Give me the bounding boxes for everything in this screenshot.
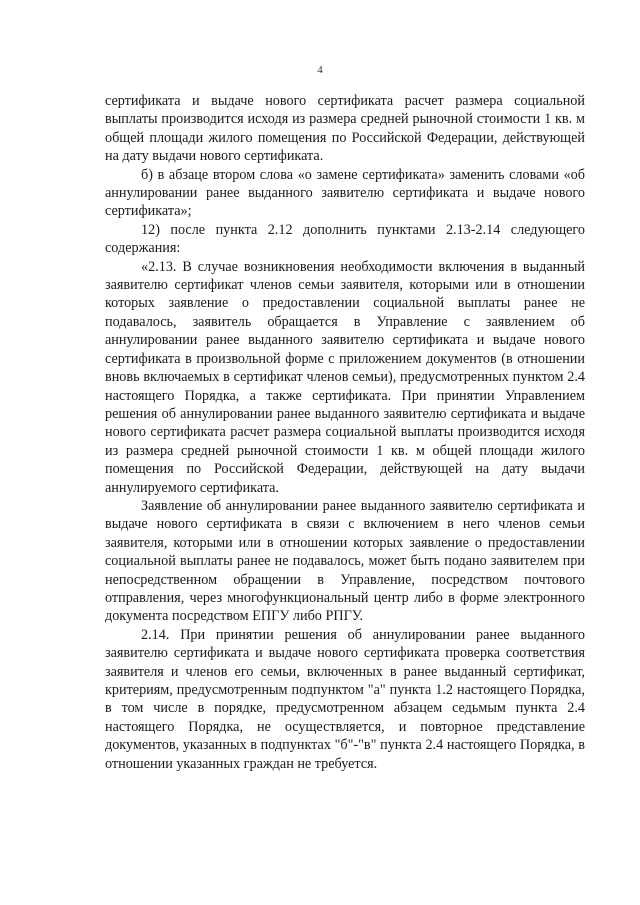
- paragraph-5: Заявление об аннулировании ранее выданного заявителю сертификата и выдаче нового сертификата в связи с включением в него членов семьи заявителя, которыми или в отношении которых заявление о предоставлении социальной выплаты ранее не подавалось, может быть подано заявителем при непосредственном обращении в Управление, посредством почтового отправления, через многофункциональный центр либо в форме электронного документа посредством ЕПГУ либо РПГУ.: [105, 497, 585, 625]
- paragraph-6: 2.14. При принятии решения об аннулировании ранее выданного заявителю сертификата и выдаче нового сертификата проверка соответствия заявителя и членов его семьи, включенных в ранее выданный сертификат, критериям, предусмотренным подпунктом "а" пункта 1.2 настоящего Порядка, в том числе в порядке, предусмотренном абзацем седьмым пункта 2.4 настоящего Порядка, не осуществляется, и повторное представление документов, указанных в подпунктах "б"-"в" пункта 2.4 настоящего Порядка, в отношении указанных граждан не требуется.: [105, 626, 585, 772]
- paragraph-4: «2.13. В случае возникновения необходимости включения в выданный заявителю сертификат членов семьи заявителя, которыми или в отношении которых заявление о предоставлении социальной выплаты ранее не подавалось, заявитель обращается в Управление с заявлением об аннулировании ранее выданного заявителю сертификата и выдаче нового сертификата в произвольной форме с приложением документов (в отношении вновь включаемых в сертификат членов семьи), предусмотренных пунктом 2.4 настоящего Порядка, а также сертификата. При принятии Управлением решения об аннулировании ранее выданного заявителю сертификата и выдаче нового сертификата расчет размера социальной выплаты производится исходя из размера средней рыночной стоимости 1 кв. м общей площади жилого помещения по Российской Федерации, действующей на дату выдачи аннулируемого сертификата.: [105, 258, 585, 496]
- page-number: 4: [317, 64, 323, 76]
- paragraph-3: 12) после пункта 2.12 дополнить пунктами 2.13-2.14 следующего содержания:: [105, 221, 585, 257]
- document-body: [105, 92, 585, 773]
- paragraph-1: сертификата и выдаче нового сертификата расчет размера социальной выплаты производится исходя из размера средней рыночной стоимости 1 кв. м общей площади жилого помещения по Российской Федерации, действующей на дату выдачи нового сертификата.: [105, 93, 585, 165]
- paragraph-2: б) в абзаце втором слова «о замене сертификата» заменить словами «об аннулировании ранее выданного заявителю сертификата и выдаче нового сертификата»;: [105, 166, 585, 220]
